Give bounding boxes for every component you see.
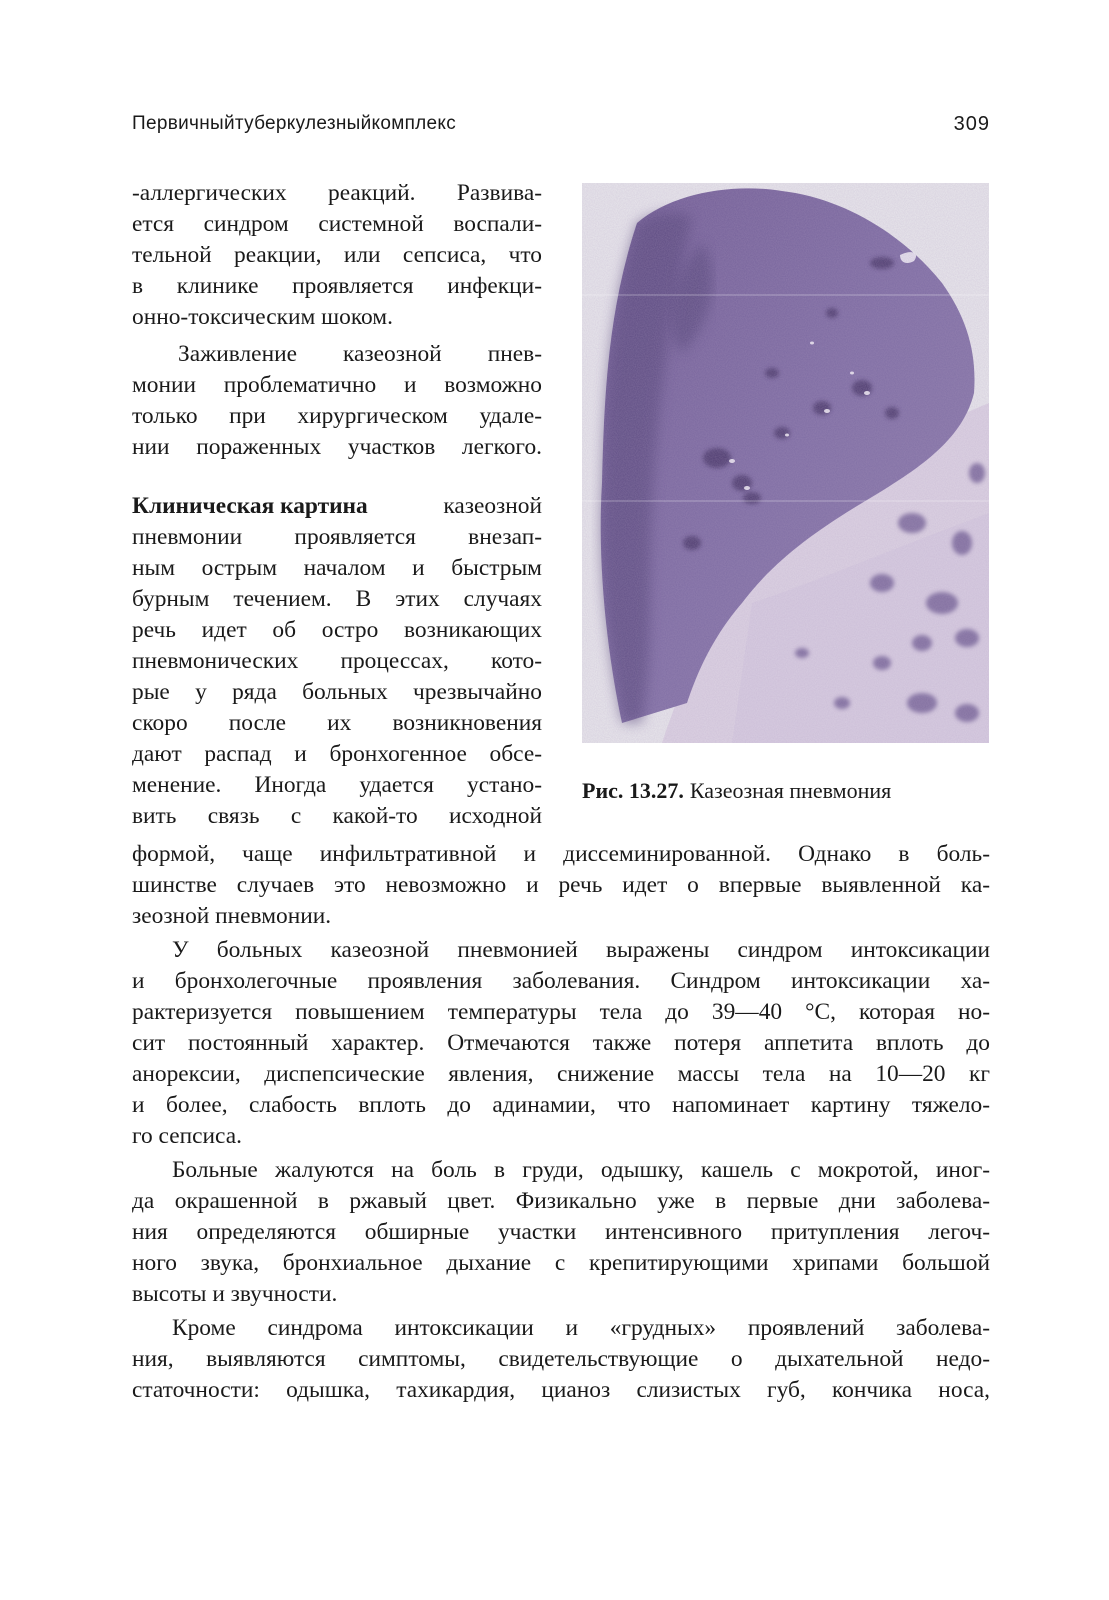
text-line: статочности: одышка, тахикардия, цианоз слизистых губ, кончика носа, [132,1377,990,1403]
text-line: сит постоянный характер. Отмечаются также потеря аппетита вплоть до [132,1030,990,1056]
text-line: тельной реакции, или сепсиса, что [132,242,542,268]
text-line: пневмонии проявляется внезап- [132,524,542,550]
figure-caption-text: Казеозная пневмония [689,778,892,803]
text-line: ния, выявляются симптомы, свидетельствующие о дыхательной недо- [132,1346,990,1372]
text-line: монии проблематично и возможно [132,372,542,398]
text-line: ным острым началом и быстрым [132,555,542,581]
text-line: ного звука, бронхиальное дыхание с крепитирующими хрипами большой [132,1250,990,1276]
text-line: Заживление казеозной пнев- [178,341,542,367]
text-line: скоро после их возникновения [132,710,542,736]
text-line: ется синдром системной воспали- [132,211,542,237]
text-line: речь идет об остро возникающих [132,617,542,643]
histology-image [582,183,989,743]
text-line: рактеризуется повышением температуры тела до 39—40 °С, которая но- [132,999,990,1025]
text-line: вить связь с какой-то исходной [132,803,542,829]
text-line: и бронхолегочные проявления заболевания. Синдром интоксикации ха- [132,968,990,994]
text-line: шинстве случаев это невозможно и речь идет о впервые выявленной ка- [132,872,990,898]
page-number: 309 [953,113,990,135]
running-title: Первичныйтуберкулезныйкомплекс [132,113,457,134]
text-line: рые у ряда больных чрезвычайно [132,679,542,705]
clinical-heading: Клиническая картина [132,493,368,519]
text-line: анорексии, диспепсические явления, снижение массы тела на 10—20 кг [132,1061,990,1087]
text-line: -аллергических реакций. Развива- [132,180,542,206]
text-line: бурным течением. В этих случаях [132,586,542,612]
text-line: да окрашенной в ржавый цвет. Физикально уже в первые дни заболева- [132,1188,990,1214]
figure-histology-image [582,183,989,743]
text-line: онно-токсическим шоком. [132,304,393,330]
text-line: высоты и звучности. [132,1281,338,1307]
text-line: дают распад и бронхогенное обсе- [132,741,542,767]
text-line: формой, чаще инфильтративной и диссеминированной. Однако в боль- [132,841,990,867]
running-header [132,113,990,143]
text-line: го сепсиса. [132,1123,242,1149]
clinical-heading-line [132,491,542,522]
text-line: нии пораженных участков легкого. [132,434,542,460]
text-line: только при хирургическом удале- [132,403,542,429]
text-line: Больные жалуются на боль в груди, одышку, кашель с мокротой, иног- [172,1157,990,1183]
text-line: менение. Иногда удается устано- [132,772,542,798]
text-line-fragment: казеозной [443,493,542,519]
text-line: У больных казеозной пневмонией выражены синдром интоксикации [172,937,990,963]
figure-caption [582,776,989,806]
text-line: в клинике проявляется инфекци- [132,273,542,299]
text-line: пневмонических процессах, кото- [132,648,542,674]
text-line: Кроме синдрома интоксикации и «грудных» проявлений заболева- [172,1315,990,1341]
text-line: ния определяются обширные участки интенсивного притупления легоч- [132,1219,990,1245]
text-line: зеозной пневмонии. [132,903,332,929]
figure-caption-label: Рис. 13.27. [582,778,684,803]
text-line: и более, слабость вплоть до адинамии, что напоминает картину тяжело- [132,1092,990,1118]
